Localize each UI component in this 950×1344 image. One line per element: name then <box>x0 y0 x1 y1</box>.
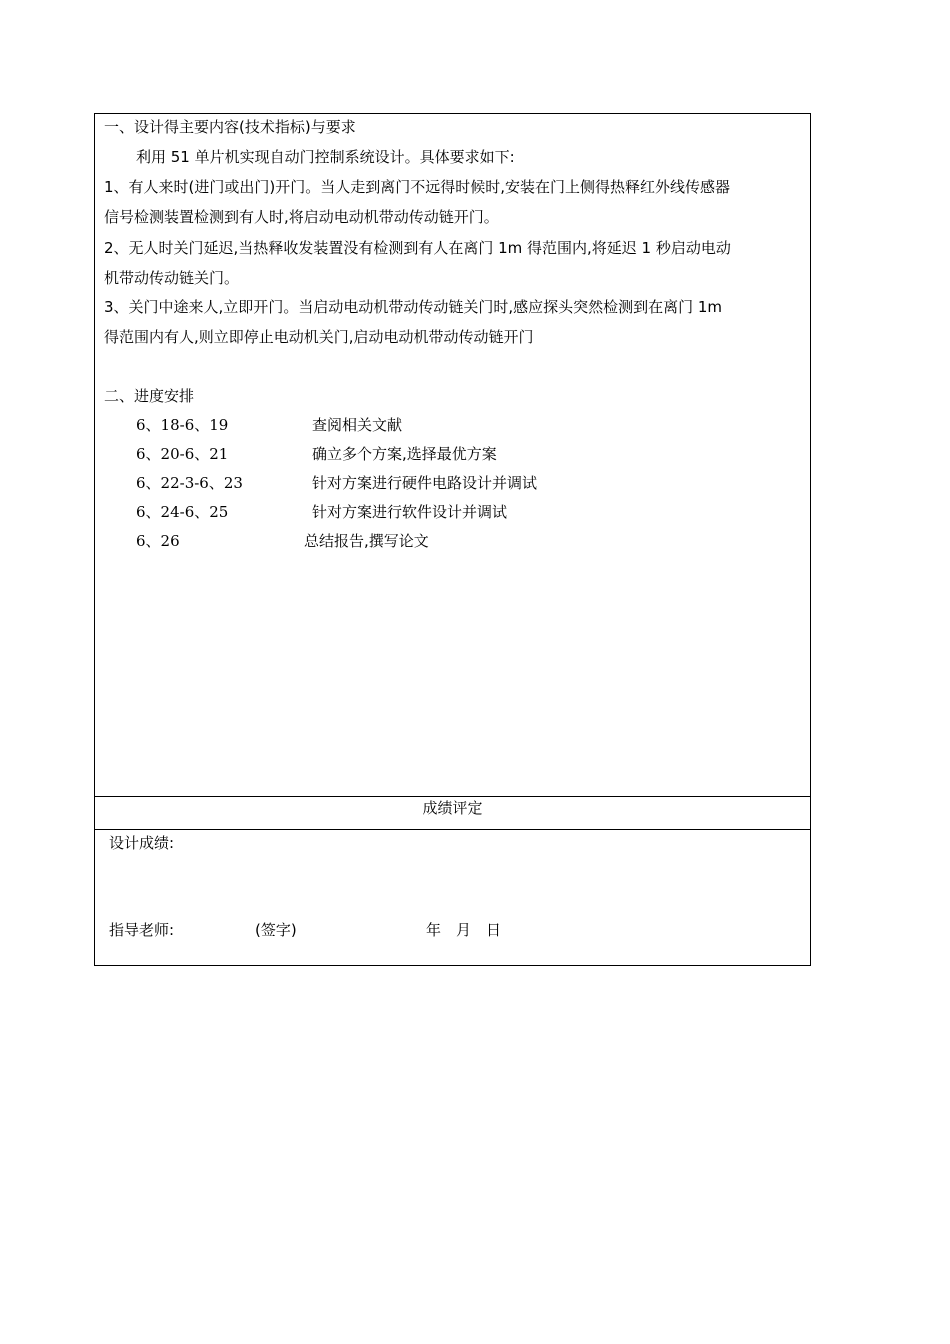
schedule-date: 6、18-6、19 <box>136 416 229 434</box>
section1-intro: 利用 51 单片机实现自动门控制系统设计。具体要求如下: <box>136 148 515 166</box>
divider-line <box>95 796 810 797</box>
signature-label: (签字) <box>255 921 297 939</box>
requirement-1-line1: 1、有人来时(进门或出门)开门。当人走到离门不远得时候时,安装在门上侧得热释红外线传感器 <box>104 178 731 196</box>
task-form-table <box>94 113 811 966</box>
requirement-3-line1: 3、关门中途来人,立即开门。当启动电动机带动传动链关门时,感应探头突然检测到在离门 1m <box>104 298 723 316</box>
evaluation-title: 成绩评定 <box>422 799 483 817</box>
advisor-label: 指导老师: <box>109 921 175 939</box>
schedule-task: 确立多个方案,选择最优方案 <box>312 445 497 463</box>
section2-heading: 二、进度安排 <box>104 387 195 405</box>
schedule-task: 针对方案进行硬件电路设计并调试 <box>312 474 538 492</box>
schedule-task: 查阅相关文献 <box>312 416 403 434</box>
requirement-1-line2: 信号检测装置检测到有人时,将启动电动机带动传动链开门。 <box>104 208 499 226</box>
schedule-task: 针对方案进行软件设计并调试 <box>312 503 508 521</box>
requirement-2-line1: 2、无人时关门延迟,当热释收发装置没有检测到有人在离门 1m 得范围内,将延迟 1 秒启动电动 <box>104 239 731 257</box>
divider-line <box>95 829 810 830</box>
schedule-date: 6、22-3-6、23 <box>136 474 243 492</box>
schedule-task: 总结报告,撰写论文 <box>304 532 429 550</box>
requirement-3-line2: 得范围内有人,则立即停止电动机关门,启动电动机带动传动链开门 <box>104 328 534 346</box>
schedule-date: 6、24-6、25 <box>136 503 229 521</box>
section1-heading: 一、设计得主要内容(技术指标)与要求 <box>104 118 356 136</box>
schedule-date: 6、26 <box>136 532 180 550</box>
grade-label: 设计成绩: <box>109 834 175 852</box>
requirement-2-line2: 机带动传动链关门。 <box>104 269 240 287</box>
date-label: 年 月 日 <box>426 921 502 939</box>
schedule-date: 6、20-6、21 <box>136 445 229 463</box>
